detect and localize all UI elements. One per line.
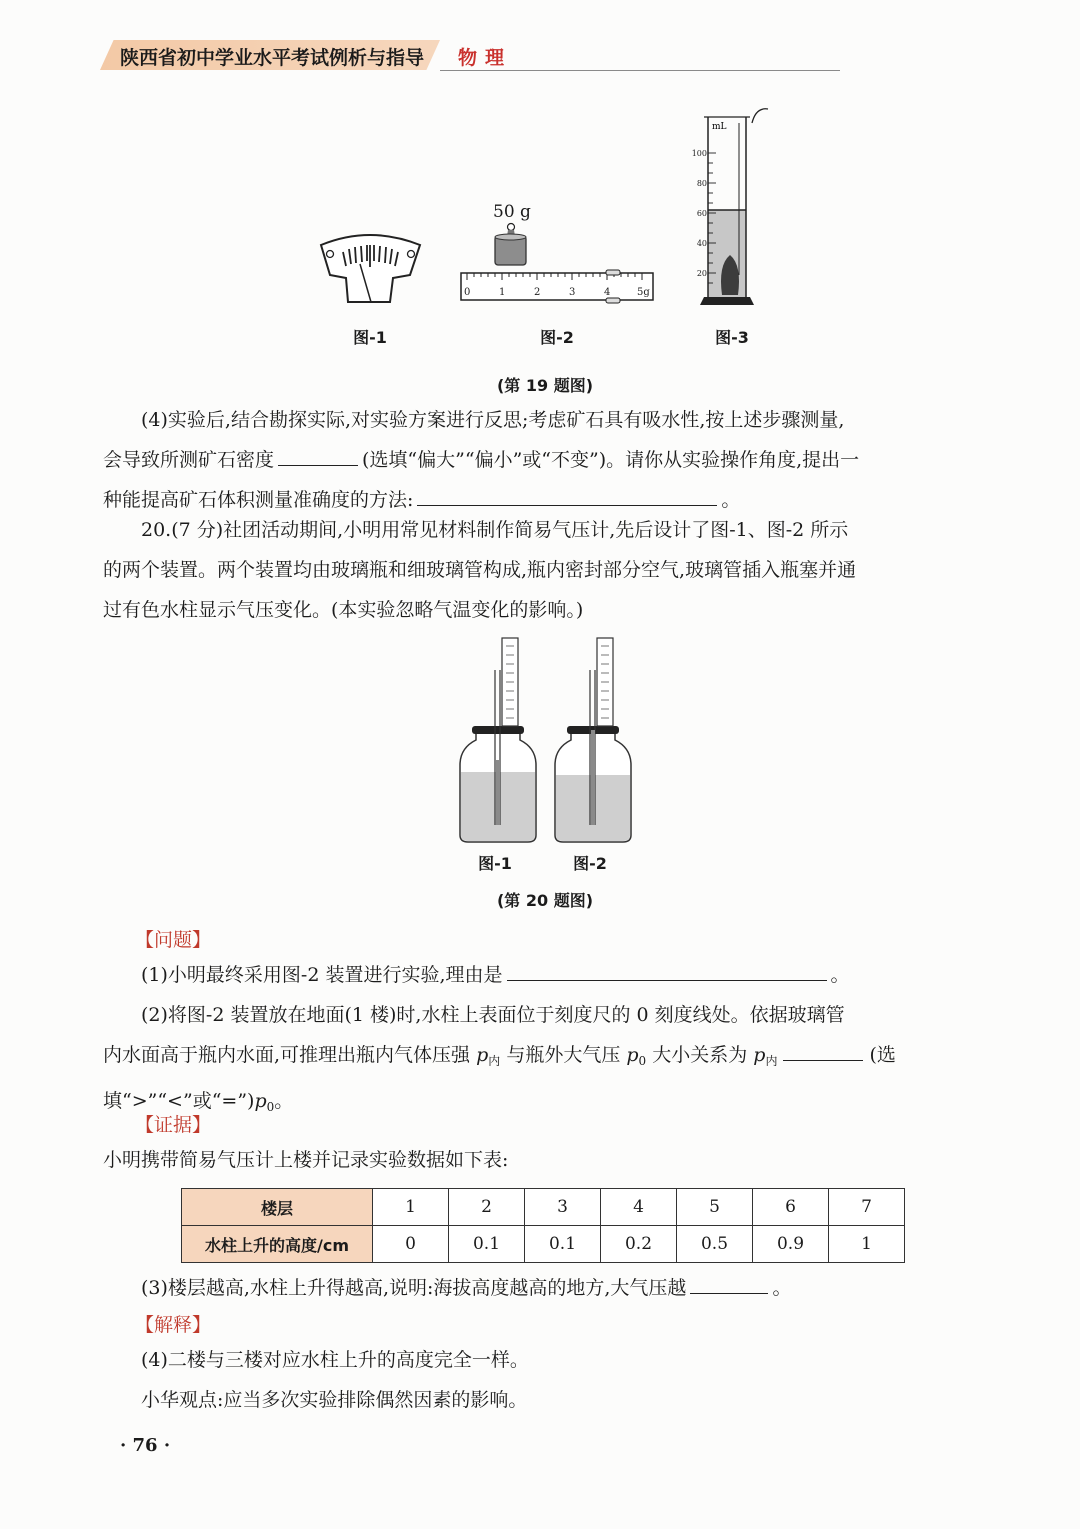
subscript-in: 内: [765, 1054, 778, 1068]
q20-part2-line2c: 大小关系为: [646, 1044, 754, 1066]
q20-part2-line1: (2)将图-2 装置放在地面(1 楼)时,水柱上表面位于刻度尺的 0 刻度线处。依据玻璃管: [141, 1004, 845, 1026]
row-header-floor: 楼层: [182, 1189, 373, 1226]
weight-and-ruler-figure: [460, 200, 660, 305]
table-cell: 2: [449, 1189, 525, 1226]
bottle-1: [460, 638, 536, 842]
svg-text:80: 80: [696, 179, 707, 188]
answer-blank-reason[interactable]: [507, 979, 827, 981]
answer-blank-compare[interactable]: [783, 1059, 863, 1061]
p-symbol: p: [476, 1044, 489, 1066]
svg-text:3: 3: [569, 287, 576, 298]
row-header-height: 水柱上升的高度/cm: [182, 1226, 373, 1263]
q20-intro-line2: 的两个装置。两个装置均由玻璃瓶和细玻璃管构成,瓶内密封部分空气,玻璃管插入瓶塞并通: [103, 559, 857, 581]
answer-blank-pressure[interactable]: [690, 1292, 768, 1294]
q20-part2-end: 。: [274, 1090, 294, 1112]
table-cell: 6: [753, 1189, 829, 1226]
page-number: · 76 ·: [120, 1435, 171, 1456]
svg-text:1: 1: [499, 287, 506, 298]
bottle-2: [555, 638, 631, 842]
q20-part2-line2d: (选: [869, 1044, 896, 1066]
table-cell: 7: [829, 1189, 905, 1226]
table-row: [182, 1189, 905, 1226]
running-header: [100, 40, 840, 72]
q20-part1: [103, 955, 978, 995]
q19-part4-line1: (4)实验后,结合勘探实际,对实验方案进行反思;考虑矿石具有吸水性,按上述步骤测量,: [141, 409, 845, 431]
figure20-caption: (第 20 题图): [496, 891, 594, 910]
table-cell: 5: [677, 1189, 753, 1226]
subscript-in: 内: [488, 1054, 501, 1068]
table-cell: 0: [373, 1226, 449, 1263]
q20-part2-line2a: 内水面高于瓶内水面,可推理出瓶内气体压强: [103, 1044, 477, 1066]
table-cell: 0.1: [449, 1226, 525, 1263]
table-cell: 1: [829, 1226, 905, 1263]
q20-part3-text: (3)楼层越高,水柱上升得越高,说明:海拔高度越高的地方,大气压越: [141, 1277, 687, 1299]
subscript-0: 0: [638, 1054, 647, 1068]
table-cell: 4: [601, 1189, 677, 1226]
svg-text:100: 100: [692, 149, 707, 158]
table-cell: 0.9: [753, 1226, 829, 1263]
answer-blank-method[interactable]: [417, 504, 717, 506]
balance-pointer-figure: [318, 230, 423, 305]
q20-part1-text: (1)小明最终采用图-2 装置进行实验,理由是: [141, 964, 503, 986]
figure20-2-label: 图-2: [573, 854, 607, 873]
data-table: [181, 1188, 905, 1263]
svg-text:0: 0: [464, 287, 471, 298]
table-cell: 0.1: [525, 1226, 601, 1263]
header-rule: [440, 70, 840, 71]
svg-text:mL: mL: [712, 122, 727, 132]
q20-intro-line3: 过有色水柱显示气压变化。(本实验忽略气温变化的影响。): [103, 599, 584, 621]
q20-part2-line3a: 填“>”“<”或“=”): [103, 1090, 255, 1112]
subject-label: 物理: [458, 47, 513, 69]
p-symbol: p: [254, 1090, 267, 1112]
q19-part4-line2b: (选填“偏大”“偏小”或“不变”)。请你从实验操作角度,提出一: [362, 449, 860, 471]
table-cell: 0.5: [677, 1226, 753, 1263]
figure19-2-label: 图-2: [540, 328, 574, 347]
figure19-1-label: 图-1: [353, 328, 387, 347]
q19-part4: [103, 400, 978, 520]
section-explanation: 【解释】: [135, 1314, 212, 1336]
svg-text:5g: 5g: [637, 287, 650, 298]
table-row: [182, 1226, 905, 1263]
evidence-intro-text: 小明携带简易气压计上楼并记录实验数据如下表:: [103, 1149, 509, 1171]
table-cell: 3: [525, 1189, 601, 1226]
q20-intro-line1: 20.(7 分)社团活动期间,小明用常见材料制作简易气压计,先后设计了图-1、图-2 所示: [141, 519, 849, 541]
svg-text:20: 20: [696, 269, 707, 278]
svg-text:2: 2: [534, 287, 541, 298]
section-evidence: 【证据】: [135, 1114, 212, 1136]
q19-part4-line2a: 会导致所测矿石密度: [103, 449, 275, 471]
graduated-cylinder-figure: [692, 105, 772, 305]
weight-label: 50 g: [493, 202, 531, 222]
p-symbol: p: [753, 1044, 766, 1066]
table-cell: 1: [373, 1189, 449, 1226]
q20-part3: [103, 1268, 978, 1308]
subscript-0: 0: [266, 1100, 275, 1114]
svg-text:60: 60: [696, 209, 707, 218]
evidence-intro: [103, 1140, 978, 1180]
q20-intro: [103, 510, 978, 630]
q19-part4-end: 。: [721, 489, 741, 511]
q20-part4: [103, 1340, 978, 1420]
figure20-1-label: 图-1: [478, 854, 512, 873]
q20-part3-end: 。: [772, 1277, 792, 1299]
q20-part2: [103, 995, 978, 1127]
barometer-bottles-figure: [458, 630, 633, 845]
q20-part1-end: 。: [830, 964, 850, 986]
q20-part4-line2: 小华观点:应当多次实验排除偶然因素的影响。: [141, 1389, 528, 1411]
book-title: 陕西省初中学业水平考试例析与指导: [120, 47, 425, 69]
svg-text:40: 40: [696, 239, 707, 248]
q19-part4-line3a: 种能提高矿石体积测量准确度的方法:: [103, 489, 414, 511]
answer-blank-density[interactable]: [278, 464, 358, 466]
svg-text:4: 4: [604, 287, 611, 298]
q20-part2-line2b: 与瓶外大气压: [500, 1044, 627, 1066]
section-question: 【问题】: [135, 929, 212, 951]
q20-part4-line1: (4)二楼与三楼对应水柱上升的高度完全一样。: [141, 1349, 529, 1371]
figure19-caption: (第 19 题图): [496, 376, 594, 395]
figure19-3-label: 图-3: [715, 328, 749, 347]
p-symbol: p: [626, 1044, 639, 1066]
table-cell: 0.2: [601, 1226, 677, 1263]
